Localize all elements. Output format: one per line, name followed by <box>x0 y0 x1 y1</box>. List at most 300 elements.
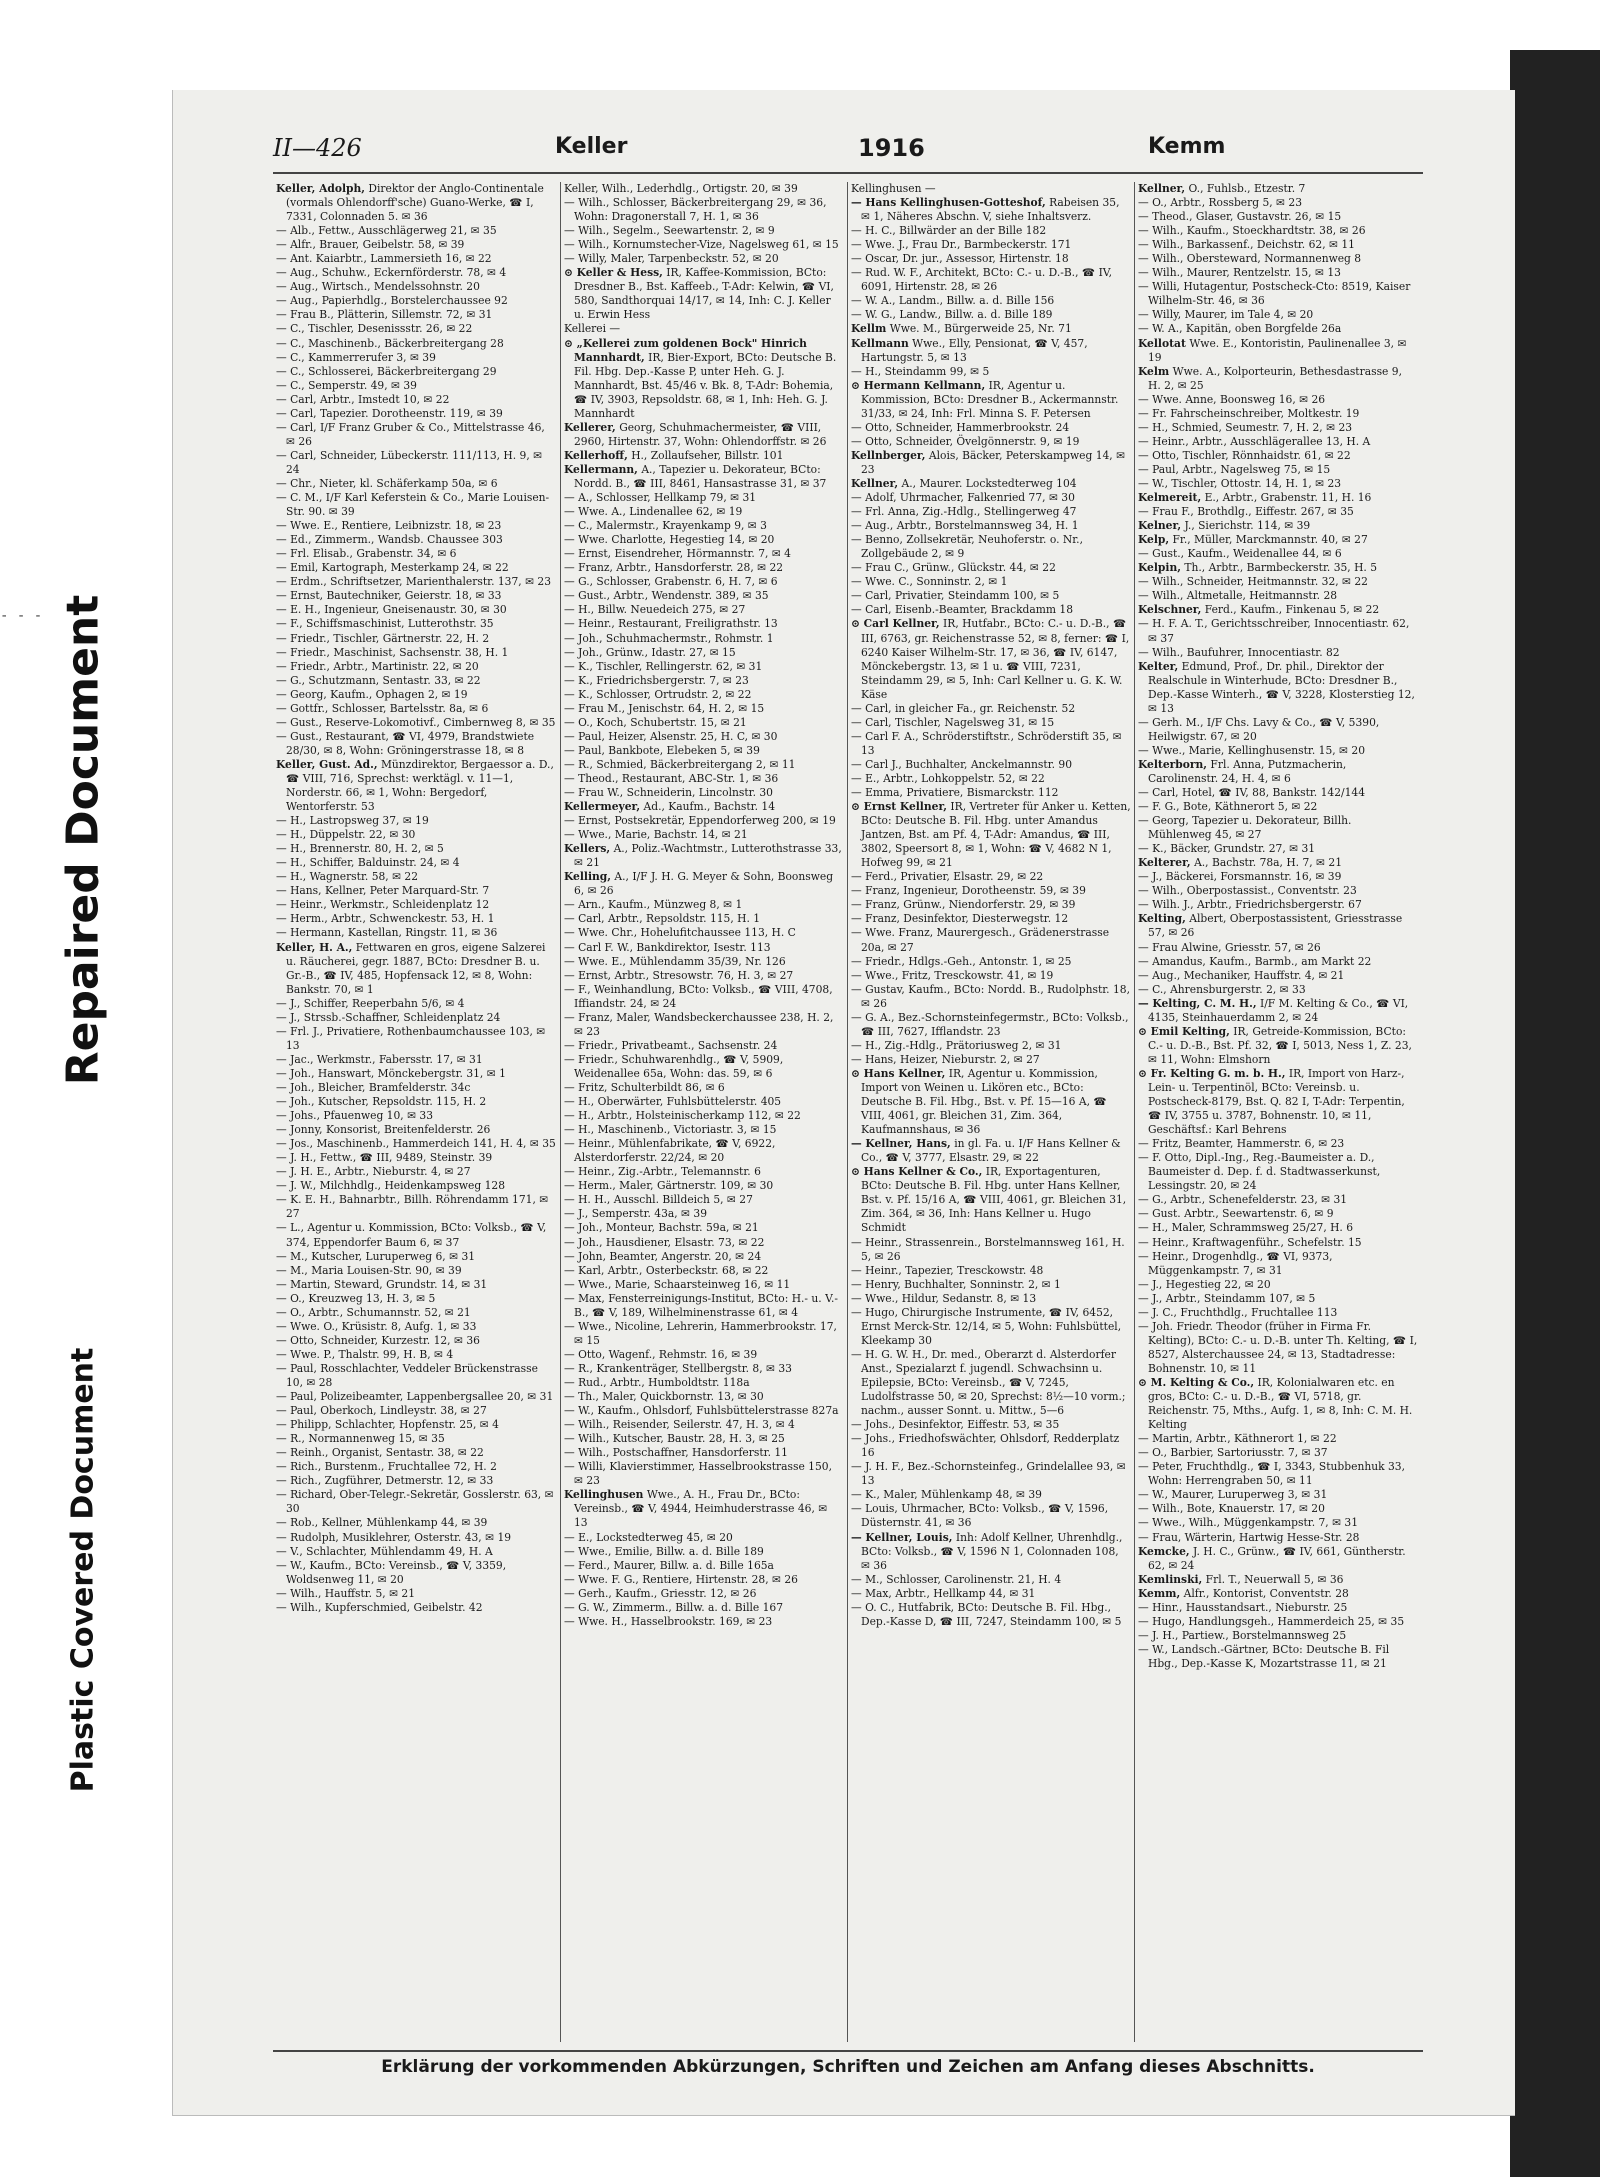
entry-text: — Wwe. C., Sonninstr. 2, ✉ 1 <box>851 575 1008 589</box>
directory-entry <box>276 997 557 1011</box>
directory-entry <box>851 1011 1131 1039</box>
directory-entry <box>276 1278 557 1292</box>
directory-entry <box>851 1306 1131 1348</box>
directory-entry <box>564 1545 844 1559</box>
directory-entry <box>276 182 557 224</box>
directory-entry <box>851 617 1131 701</box>
directory-entry <box>276 1053 557 1067</box>
entry-text: Münzdirektor, Bergaessor a. D., ☎ VIII, 716, Sprechst: werktägl. v. 11—1, Norderstr. 66, ✉ 1, Wohn: Bergedorf, Wentorferstr. 53 <box>286 757 554 814</box>
directory-entry <box>1138 533 1418 547</box>
directory-entry <box>564 1573 844 1587</box>
directory-entry <box>564 955 844 969</box>
entry-text: — Paul, Arbtr., Nagelsweg 75, ✉ 15 <box>1138 462 1331 476</box>
entry-text: — W., Landsch.-Gärtner, BCto: Deutsche B. Fil Hbg., Dep.-Kasse K, Mozartstrasse 11, ✉ 21 <box>1138 1642 1390 1670</box>
entry-text: — Wilh., Obersteward, Normannenweg 8 <box>1138 252 1362 266</box>
entry-text: A., Bachstr. 78a, H. 7, ✉ 21 <box>1194 856 1343 870</box>
directory-entry <box>1138 786 1418 800</box>
entry-text: — Joh., Schuhmachermstr., Rohmstr. 1 <box>564 631 774 645</box>
entry-text: — Wilh., Kutscher, Baustr. 28, H. 3, ✉ 25 <box>564 1432 785 1446</box>
directory-entry <box>1138 337 1418 365</box>
directory-entry <box>276 1432 557 1446</box>
entry-text: — H., Oberwärter, Fuhlsbüttelerstr. 405 <box>564 1095 782 1109</box>
directory-page <box>172 90 1515 2116</box>
entry-name: Kellermeyer, <box>564 800 641 814</box>
entry-text: — Wilh., Reisender, Seilerstr. 47, H. 3, ✉ 4 <box>564 1418 795 1432</box>
entry-text: — Ant. Kaiarbtr., Lammersieth 16, ✉ 22 <box>276 252 492 266</box>
entry-name: Kellnberger, <box>851 448 926 462</box>
directory-entry <box>1138 660 1418 716</box>
entry-text: Wwe. E., Kontoristin, Paulinenallee 3, ✉ 19 <box>1148 336 1407 364</box>
entry-text: — Carl, Eisenb.-Beamter, Brackdamm 18 <box>851 603 1074 617</box>
entry-text: — Joh., Grünw., Idastr. 27, ✉ 15 <box>564 645 736 659</box>
directory-entry <box>564 1446 844 1460</box>
entry-text: — Max, Arbtr., Hellkamp 44, ✉ 31 <box>851 1586 1036 1600</box>
directory-entry <box>564 1390 844 1404</box>
entry-text: O., Fuhlsb., Etzestr. 7 <box>1188 182 1306 195</box>
entry-text: — Wwe., Fritz, Tresckowstr. 41, ✉ 19 <box>851 968 1054 982</box>
entry-text: — C., Ahrensburgerstr. 2, ✉ 33 <box>1138 982 1306 996</box>
directory-entry <box>851 786 1131 800</box>
directory-entry <box>851 926 1131 954</box>
directory-entry <box>1138 308 1418 322</box>
entry-text: — Otto, Wagenf., Rehmstr. 16, ✉ 39 <box>564 1347 758 1361</box>
directory-entry <box>276 421 557 449</box>
directory-entry <box>1138 505 1418 519</box>
entry-text: — Franz, Desinfektor, Diesterwegstr. 12 <box>851 912 1069 926</box>
entry-text: IR, Kaffee-Kommission, BCto: Dresdner B., Bst. Kaffeeb., T-Adr: Kelwin, ☎ VI, 580, Sandthorquai 14/17, ✉ 14, Inh: C. J. Keller u. Erwin Hess <box>574 266 834 322</box>
entry-text: — Carl, Privatier, Steindamm 100, ✉ 5 <box>851 589 1060 603</box>
directory-entry <box>276 266 557 280</box>
entry-text: — J. C., Fruchthdlg., Fruchtallee 113 <box>1138 1305 1338 1319</box>
directory-entry <box>1138 365 1418 393</box>
entry-text: — Carl, Schneider, Lübeckerstr. 111/113, H. 9, ✉ 24 <box>276 448 543 476</box>
entry-text: — Wwe., Emilie, Billw. a. d. Bille 189 <box>564 1544 764 1558</box>
directory-entry <box>276 519 557 533</box>
directory-entry <box>564 252 844 266</box>
entry-name: Kellinghusen <box>564 1488 644 1502</box>
entry-text: — W. A., Kapitän, oben Borgfelde 26a <box>1138 322 1342 336</box>
entry-text: Alfr., Kontorist, Conventstr. 28 <box>1183 1586 1349 1600</box>
entry-text: — Otto, Tischler, Rönnhaidstr. 61, ✉ 22 <box>1138 448 1351 462</box>
directory-entry <box>851 772 1131 786</box>
entry-text: — Wwe. Franz, Maurergesch., Grädenerstrasse 20a, ✉ 27 <box>851 926 1110 954</box>
entry-text: — Gust., Reserve-Lokomotivf., Cimbernweg 8, ✉ 35 <box>276 715 556 729</box>
entry-text: — H., Lastropsweg 37, ✉ 19 <box>276 814 429 828</box>
directory-entry <box>564 547 844 561</box>
directory-entry <box>1138 646 1418 660</box>
directory-entry <box>1138 449 1418 463</box>
directory-entry <box>276 617 557 631</box>
directory-entry <box>851 1502 1131 1530</box>
entry-text: — Paul, Rosschlachter, Veddeler Brückenstrasse 10, ✉ 28 <box>276 1361 538 1389</box>
entry-text: — J. H., Fettw., ☎ III, 9489, Steinstr. 39 <box>276 1151 493 1165</box>
entry-text: — Wilh., Schlosser, Bäckerbreitergang 29, ✉ 36, Wohn: Dragonerstall 7, H. 1, ✉ 36 <box>564 196 827 224</box>
directory-entry <box>1138 1460 1418 1488</box>
entry-text: Alois, Bäcker, Peterskampweg 14, ✉ 23 <box>861 448 1126 476</box>
directory-entry <box>276 224 557 238</box>
entry-text: — Rud. W. F., Architekt, BCto: C.- u. D.-B., ☎ IV, 6091, Hirtenstr. 28, ✉ 26 <box>851 266 1113 294</box>
directory-entry <box>276 1531 557 1545</box>
entry-text: IR, Exportagenturen, BCto: Deutsche B. Fil. Hbg. unter Hans Kellner, Bst. v. Pf. 15/16 A, ☎ VIII, 4061, gr. Bleichen 31, Zim. 364, ✉ 36, Inh: Hans Kellner u. Hugo Schmidt <box>861 1165 1127 1235</box>
directory-entry <box>1138 1643 1418 1671</box>
entry-text: — Gustav, Kaufm., BCto: Nordd. B., Rudolphstr. 18, ✉ 26 <box>851 982 1130 1010</box>
entry-text: — C., Schlosserei, Bäckerbreitergang 29 <box>276 364 497 378</box>
entry-text: — H., Schiffer, Balduinstr. 24, ✉ 4 <box>276 856 460 870</box>
directory-entry <box>564 519 844 533</box>
entry-text: — Paul, Heizer, Alsenstr. 25, H. C, ✉ 30 <box>564 729 778 743</box>
entry-text: Frl. T., Neuerwall 5, ✉ 36 <box>1205 1572 1344 1586</box>
directory-entry <box>276 1025 557 1053</box>
side-labels <box>0 0 165 2177</box>
entry-text: — Benno, Zollsekretär, Neuhoferstr. o. Nr., Zollgebäude 2, ✉ 9 <box>851 533 1083 561</box>
directory-entry <box>564 1179 844 1193</box>
entry-text: IR, Import von Harz-, Lein- u. Terpentinöl, BCto: Vereinsb. u. Postscheck-8179, Bst. Q. 82 I, T-Adr: Terpentin, ☎ IV, 3755 u. 3787, Bohnenstr. 10, ✉ 11, Geschäftsf.: Karl Behrens <box>1148 1066 1405 1137</box>
entry-name: Keller, Adolph, <box>276 182 365 195</box>
entry-text: A., Poliz.-Wachtmstr., Lutterothstrasse 33, ✉ 21 <box>574 842 842 870</box>
directory-entry <box>564 1137 844 1165</box>
directory-entry <box>1138 435 1418 449</box>
entry-text: — Ferd., Maurer, Billw. a. d. Bille 165a <box>564 1558 774 1572</box>
directory-entry <box>1138 1545 1418 1573</box>
entry-name: ⊙ Keller & Hess, <box>564 266 663 280</box>
directory-entry <box>564 646 844 660</box>
entry-text: — M., Maria Louisen-Str. 90, ✉ 39 <box>276 1263 462 1277</box>
entry-text: — Wilh., Bote, Knauerstr. 17, ✉ 20 <box>1138 1502 1325 1516</box>
directory-entry <box>564 1531 844 1545</box>
entry-text: — W., Tischler, Ottostr. 14, H. 1, ✉ 23 <box>1138 476 1342 490</box>
directory-entry <box>851 898 1131 912</box>
directory-entry <box>851 421 1131 435</box>
entry-text: — G. W., Zimmerm., Billw. a. d. Bille 167 <box>564 1600 784 1614</box>
entry-text: — Johs., Friedhofswächter, Ohlsdorf, Redderplatz 16 <box>851 1432 1120 1460</box>
entry-text: Wwe., Elly, Pensionat, ☎ V, 457, Hartungstr. 5, ✉ 13 <box>861 336 1088 364</box>
entry-text: — Joh., Monteur, Bachstr. 59a, ✉ 21 <box>564 1221 759 1235</box>
directory-entry <box>1138 519 1418 533</box>
directory-entry <box>1138 1376 1418 1432</box>
entry-text: J., Sierichstr. 114, ✉ 39 <box>1184 519 1311 533</box>
entry-text: — H., Zig.-Hdlg., Prätoriusweg 2, ✉ 31 <box>851 1038 1062 1052</box>
entry-text: — Ernst, Postsekretär, Eppendorferweg 200, ✉ 19 <box>564 814 836 828</box>
entry-text: — W., Kaufm., Ohlsdorf, Fuhlsbüttelerstrasse 827a <box>564 1404 839 1418</box>
directory-entry <box>564 772 844 786</box>
entry-text: — Peter, Fruchthdlg., ☎ I, 3343, Stubbenhuk 33, Wohn: Herrengraben 50, ✉ 11 <box>1138 1460 1405 1488</box>
directory-entry <box>276 1460 557 1474</box>
directory-entry <box>1138 1151 1418 1193</box>
entry-text: — C. M., I/F Karl Keferstein & Co., Marie Louisen-Str. 90. ✉ 39 <box>276 491 550 519</box>
directory-entry <box>851 435 1131 449</box>
directory-entry <box>276 814 557 828</box>
directory-entry <box>851 800 1131 870</box>
entry-text: — Wwe. Anne, Boonsweg 16, ✉ 26 <box>1138 392 1326 406</box>
entry-text: — R., Normannenweg 15, ✉ 35 <box>276 1432 445 1446</box>
entry-name: Kemlinski, <box>1138 1572 1203 1586</box>
directory-entry <box>564 421 844 449</box>
entry-text: — Hugo, Chirurgische Instrumente, ☎ IV, 6452, Ernst Merck-Str. 12/14, ✉ 5, Wohn: Fuhlsbüttel, Kleekamp 30 <box>851 1305 1122 1347</box>
entry-name: ⊙ M. Kelting & Co., <box>1138 1375 1255 1389</box>
entry-text: — Martin, Arbtr., Käthnerort 1, ✉ 22 <box>1138 1432 1337 1446</box>
entry-text: — Friedr., Arbtr., Martinistr. 22, ✉ 20 <box>276 659 479 673</box>
scan-edge <box>1510 50 1600 2177</box>
entry-name: Kelmereit, <box>1138 491 1202 505</box>
entry-name: Keller, Gust. Ad., <box>276 757 378 771</box>
directory-entry <box>564 238 844 252</box>
directory-entry <box>564 1488 844 1530</box>
directory-entry <box>1138 1629 1418 1643</box>
directory-entry <box>564 491 844 505</box>
entry-text: I/F M. Kelting & Co., ☎ VI, 4135, Steinhauerdamm 2, ✉ 24 <box>1148 996 1409 1024</box>
entry-text: — W., Maurer, Luruperweg 3, ✉ 31 <box>1138 1488 1328 1502</box>
entry-text: Kellinghusen — <box>851 182 936 195</box>
entry-text: — Fr. Fahrscheinschreiber, Moltkestr. 19 <box>1138 406 1360 420</box>
directory-entry <box>1138 1193 1418 1207</box>
entry-text: Fr., Müller, Marckmannstr. 40, ✉ 27 <box>1172 533 1368 547</box>
entry-text: — Hans, Heizer, Nieburstr. 2, ✉ 27 <box>851 1052 1040 1066</box>
entry-text: — Wwe. E., Mühlendamm 35/39, Nr. 126 <box>564 954 786 968</box>
entry-text: — E., Lockstedterweg 45, ✉ 20 <box>564 1530 733 1544</box>
directory-entry <box>1138 870 1418 884</box>
directory-entry <box>564 1278 844 1292</box>
entry-name: Kellmann <box>851 336 909 350</box>
entry-name: Kellers, <box>564 842 611 856</box>
entry-text: — G. A., Bez.-Schornsteinfegermstr., BCto: Volksb., ☎ III, 7627, Ifflandstr. 23 <box>851 1010 1129 1038</box>
entry-text: — Rich., Burstenm., Fruchtallee 72, H. 2 <box>276 1460 497 1474</box>
entry-text: — Adolf, Uhrmacher, Falkenried 77, ✉ 30 <box>851 491 1075 505</box>
entry-text: — F., Weinhandlung, BCto: Volksb., ☎ VIII, 4708, Iffiandstr. 24, ✉ 24 <box>564 982 833 1010</box>
entry-text: Rabeisen 35, ✉ 1, Näheres Abschn. V, siehe Inhaltsverz. <box>861 196 1120 224</box>
directory-entry <box>276 758 557 814</box>
entry-name: Kellotat <box>1138 336 1186 350</box>
entry-text: — M., Kutscher, Luruperweg 6, ✉ 31 <box>276 1249 476 1263</box>
directory-entry <box>851 1067 1131 1137</box>
entry-text: — Friedr., Hdlgs.-Geh., Antonstr. 1, ✉ 25 <box>851 954 1072 968</box>
directory-entry <box>564 1292 844 1320</box>
directory-entry <box>1138 1531 1418 1545</box>
directory-entry <box>276 449 557 477</box>
entry-text: — Carl, Hotel, ☎ IV, 88, Bankstr. 142/144 <box>1138 786 1366 800</box>
entry-text: A., Tapezier u. Dekorateur, BCto: Nordd. B., ☎ III, 8461, Hansastrasse 31, ✉ 37 <box>574 462 827 490</box>
entry-text: — Gottfr., Schlosser, Bartelsstr. 8a, ✉ 6 <box>276 701 489 715</box>
directory-entry <box>851 182 1131 196</box>
directory-entry <box>851 477 1131 491</box>
directory-entry <box>1138 814 1418 842</box>
directory-entry <box>851 730 1131 758</box>
entry-text: — Wilh., Kaufm., Stoeckhardtstr. 38, ✉ 26 <box>1138 224 1366 238</box>
directory-entry <box>1138 603 1418 617</box>
entry-text: — J. H. F., Bez.-Schornsteinfeg., Grindelallee 93, ✉ 13 <box>851 1460 1126 1488</box>
directory-entry <box>851 589 1131 603</box>
directory-entry <box>1138 1516 1418 1530</box>
entry-text: — Frau W., Schneiderin, Lincolnstr. 30 <box>564 786 773 800</box>
entry-text: — Joh. Friedr. Theodor (früher in Firma Fr. Kelting), BCto: C.- u. D.-B. unter Th. Kelting, ☎ I, 8527, Alsterchaussee 24, ✉ 13, Stadtadresse: Bohnenstr. 10, ✉ 11 <box>1138 1319 1418 1375</box>
margin-tick-marks: - - - <box>0 608 43 624</box>
directory-entry <box>1138 1320 1418 1376</box>
directory-entry <box>276 716 557 730</box>
directory-entry <box>1138 407 1418 421</box>
directory-entry <box>1138 1137 1418 1151</box>
entry-text: — Georg, Kaufm., Ophagen 2, ✉ 19 <box>276 687 468 701</box>
directory-entry <box>564 1193 844 1207</box>
directory-entry <box>276 1320 557 1334</box>
entry-text: — Hermann, Kastellan, Ringstr. 11, ✉ 36 <box>276 926 498 940</box>
entry-text: — Wwe. Chr., Hohelufitchaussee 113, H. C <box>564 926 796 940</box>
directory-entry <box>851 379 1131 421</box>
directory-entry <box>1138 421 1418 435</box>
entry-text: — Martin, Steward, Grundstr. 14, ✉ 31 <box>276 1277 488 1291</box>
entry-text: IR, Agentur u. Kommission, Import von Weinen u. Likören etc., BCto: Deutsche B. Fil. Hbg., Bst. v. Pf. 15—16 A, ☎ VIII, 4061, gr. Bleichen 31, Zim. 364, Kaufmannshaus, ✉ 36 <box>861 1066 1107 1137</box>
directory-entry <box>851 702 1131 716</box>
entry-name: Kellner, <box>1138 182 1186 195</box>
directory-entry <box>564 842 844 870</box>
entry-text: — Heinr., Mühlenfabrikate, ☎ V, 6922, Alsterdorferstr. 22/24, ✉ 20 <box>564 1137 776 1165</box>
directory-entry <box>851 1587 1131 1601</box>
entry-text: — Amandus, Kaufm., Barmb., am Markt 22 <box>1138 954 1372 968</box>
entry-name: ⊙ Fr. Kelting G. m. b. H., <box>1138 1066 1286 1080</box>
directory-entry <box>851 603 1131 617</box>
directory-entry <box>564 1601 844 1615</box>
entry-text: — Jos., Maschinenb., Hammerdeich 141, H. 4, ✉ 35 <box>276 1137 556 1151</box>
directory-entry <box>1138 224 1418 238</box>
directory-entry <box>564 1264 844 1278</box>
entry-text: — E., Arbtr., Lohkoppelstr. 52, ✉ 22 <box>851 771 1045 785</box>
directory-entry <box>276 533 557 547</box>
directory-entry <box>276 941 557 997</box>
directory-entry <box>564 1250 844 1264</box>
entry-text: — J. W., Milchhdlg., Heidenkampsweg 128 <box>276 1179 505 1193</box>
entry-text: — O., Koch, Schubertstr. 15, ✉ 21 <box>564 715 747 729</box>
directory-entry <box>1138 1573 1418 1587</box>
directory-entry <box>1138 561 1418 575</box>
directory-entry <box>1138 491 1418 505</box>
directory-entry <box>851 983 1131 1011</box>
directory-entry <box>276 1193 557 1221</box>
entry-text: — John, Beamter, Angerstr. 20, ✉ 24 <box>564 1249 762 1263</box>
directory-entry <box>564 1587 844 1601</box>
directory-entry <box>564 1165 844 1179</box>
entry-text: — Friedr., Schuhwarenhdlg., ☎ V, 5909, Weidenallee 65a, Wohn: das. 59, ✉ 6 <box>564 1052 784 1080</box>
entry-text: — Rich., Zugführer, Detmerstr. 12, ✉ 33 <box>276 1474 494 1488</box>
directory-entry <box>276 842 557 856</box>
entry-text: — Heinr., Kraftwagenführ., Schefelstr. 15 <box>1138 1235 1362 1249</box>
entry-text: — Wilh., Segelm., Seewartenstr. 2, ✉ 9 <box>564 224 775 238</box>
entry-text: — V., Schlachter, Mühlendamm 49, H. A <box>276 1544 493 1558</box>
directory-entry <box>564 1376 844 1390</box>
directory-entry <box>564 1109 844 1123</box>
entry-text: IR, Hutfabr., BCto: C.- u. D.-B., ☎ III, 6763, gr. Reichenstrasse 52, ✉ 8, ferner: ☎ I, 6240 Kaiser Wilhelm-Str. 17, ✉ 36, ☎ IV, 6147, Mönckebergstr. 13, ✉ 1 u. ☎ VIII, 7231, Steindamm 29, ✉ 5, Inh: Carl Kellner u. G. K. W. Käse <box>861 617 1130 701</box>
entry-text: — C., Kammerrerufer 3, ✉ 39 <box>276 350 436 364</box>
directory-entry <box>851 322 1131 336</box>
entry-text: — O., Arbtr., Schumannstr. 52, ✉ 21 <box>276 1305 471 1319</box>
entry-text: — A., Schlosser, Hellkamp 79, ✉ 31 <box>564 491 757 505</box>
directory-entry <box>276 632 557 646</box>
directory-entry <box>276 1151 557 1165</box>
entry-text: — Wwe., Marie, Kellinghusenstr. 15, ✉ 20 <box>1138 743 1366 757</box>
directory-entry <box>564 744 844 758</box>
entry-text: — H., Arbtr., Holsteinischerkamp 112, ✉ 22 <box>564 1109 801 1123</box>
entry-name: Kelting, <box>1138 912 1186 926</box>
entry-text: — Herm., Arbtr., Schwenckestr. 53, H. 1 <box>276 912 495 926</box>
directory-entry <box>564 912 844 926</box>
directory-entry <box>1138 842 1418 856</box>
directory-entry <box>276 1516 557 1530</box>
entry-text: — Aug., Arbtr., Borstelmannsweg 34, H. 1 <box>851 519 1079 533</box>
directory-entry <box>564 660 844 674</box>
directory-entry <box>276 1137 557 1151</box>
directory-entry <box>276 1109 557 1123</box>
directory-entry <box>564 1404 844 1418</box>
entry-text: — Jac., Werkmstr., Fabersstr. 17, ✉ 31 <box>276 1052 483 1066</box>
directory-entry <box>276 1559 557 1587</box>
directory-entry <box>564 1011 844 1039</box>
entry-text: IR, Agentur u. Kommission, BCto: Dresdner B., Ackermannstr. 31/33, ✉ 24, Inh: Frl. Minna S. F. Petersen <box>861 378 1119 420</box>
directory-entry <box>1138 1067 1418 1137</box>
entry-text: — J., Hegestieg 22, ✉ 20 <box>1138 1277 1271 1291</box>
directory-entry <box>276 730 557 758</box>
entry-name: — Kelting, C. M. H., <box>1138 996 1257 1010</box>
entry-text: Keller, Wilh., Lederhdlg., Ortigstr. 20, ✉ 39 <box>564 182 798 195</box>
entry-text: — J. H., Partiew., Borstelmannsweg 25 <box>1138 1628 1347 1642</box>
directory-entry <box>276 1067 557 1081</box>
directory-entry <box>564 1460 844 1488</box>
entry-text: IR, Kolonialwaren etc. en gros, BCto: C.- u. D.-B., ☎ VI, 5718, gr. Reichenstr. 75, Mths., Aufg. 1, ✉ 8, Inh: C. M. H. Kelting <box>1148 1375 1413 1432</box>
directory-entry <box>276 1488 557 1516</box>
directory-entry <box>851 491 1131 505</box>
directory-entry <box>564 702 844 716</box>
entry-text: — Wilh. J., Arbtr., Friedrichsbergerstr. 67 <box>1138 898 1362 912</box>
directory-entry <box>1138 898 1418 912</box>
entry-text: — Paul, Bankbote, Elebeken 5, ✉ 39 <box>564 743 760 757</box>
entry-text: — Otto, Schneider, Hammerbrookstr. 24 <box>851 420 1070 434</box>
directory-entry <box>564 758 844 772</box>
directory-entry <box>276 1011 557 1025</box>
entry-text: — Heinr., Strassenrein., Borstelmannsweg 161, H. 5, ✉ 26 <box>851 1235 1125 1263</box>
entry-text: — Aug., Schuhw., Eckernförderstr. 78, ✉ 4 <box>276 266 507 280</box>
entry-text: — Herm., Maler, Gärtnerstr. 109, ✉ 30 <box>564 1179 774 1193</box>
directory-entry <box>851 912 1131 926</box>
entry-text: — Joh., Kutscher, Repsoldstr. 115, H. 2 <box>276 1095 487 1109</box>
entry-text: — Emil, Kartograph, Mesterkamp 24, ✉ 22 <box>276 561 509 575</box>
directory-entry <box>1138 1615 1418 1629</box>
directory-entry <box>851 533 1131 561</box>
entry-text: — G., Arbtr., Schenefelderstr. 23, ✉ 31 <box>1138 1193 1348 1207</box>
directory-entry <box>851 1531 1131 1573</box>
directory-entry <box>276 926 557 940</box>
directory-entry <box>1138 252 1418 266</box>
directory-entry <box>1138 182 1418 196</box>
directory-entry <box>564 828 844 842</box>
directory-entry <box>276 547 557 561</box>
entry-text: Inh: Adolf Kellner, Uhrenhdlg., BCto: Volksb., ☎ V, 1596 N 1, Colonnaden 108, ✉ 36 <box>861 1530 1123 1572</box>
entry-text: — J., Bäckerei, Forsmannstr. 16, ✉ 39 <box>1138 870 1342 884</box>
directory-entry <box>564 337 844 421</box>
directory-entry <box>851 266 1131 294</box>
entry-text: — Heinr., Zig.-Arbtr., Telemannstr. 6 <box>564 1165 761 1179</box>
entry-name: Kemcke, <box>1138 1544 1190 1558</box>
entry-text: — Ernst, Arbtr., Stresowstr. 76, H. 3, ✉ 27 <box>564 968 794 982</box>
directory-entry <box>1138 1278 1418 1292</box>
entry-name: Kelpin, <box>1138 561 1181 575</box>
entry-text: — Ferd., Privatier, Elsastr. 29, ✉ 22 <box>851 870 1044 884</box>
entry-text: — Friedr., Maschinist, Sachsenstr. 38, H. 1 <box>276 645 509 659</box>
directory-entry <box>564 322 844 336</box>
directory-entry <box>276 1081 557 1095</box>
directory-entry <box>1138 955 1418 969</box>
entry-text: — M., Schlosser, Carolinenstr. 21, H. 4 <box>851 1572 1062 1586</box>
directory-entry <box>276 1348 557 1362</box>
directory-entry <box>276 1390 557 1404</box>
entry-text: — Gerh. M., I/F Chs. Lavy & Co., ☎ V, 5390, Heilwigstr. 67, ✉ 20 <box>1138 715 1380 743</box>
directory-entry <box>1138 716 1418 744</box>
entry-text: — Wwe., Wilh., Müggenkampstr. 7, ✉ 31 <box>1138 1516 1359 1530</box>
